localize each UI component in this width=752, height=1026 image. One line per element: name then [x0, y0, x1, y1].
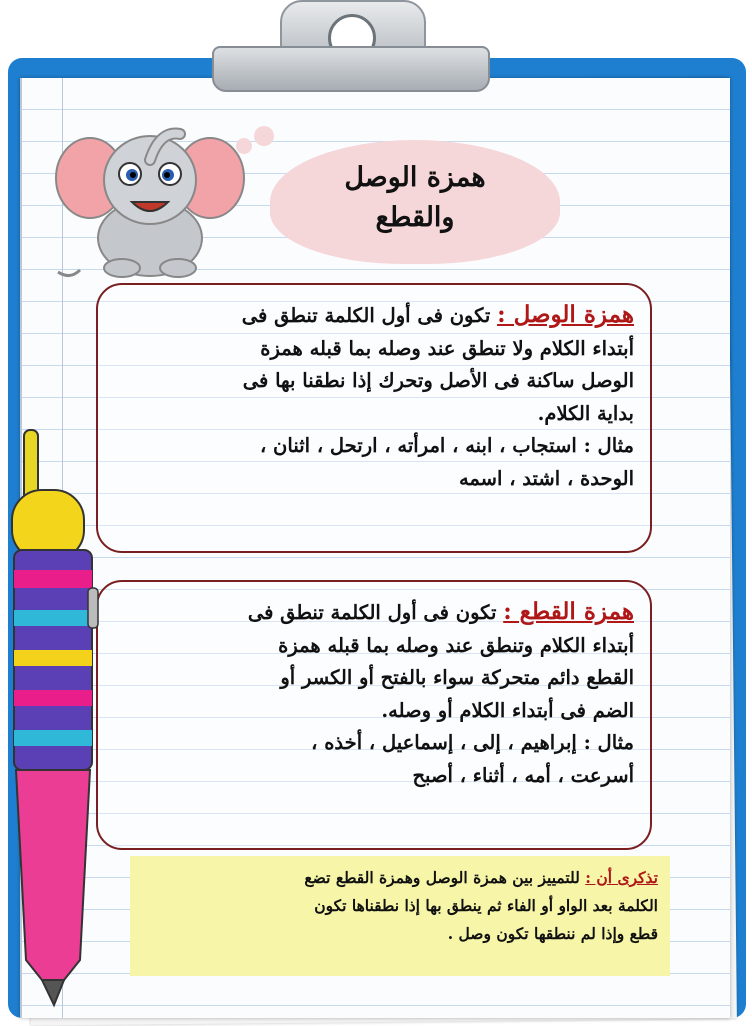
title-cloud — [270, 140, 560, 264]
wasl-box — [96, 283, 652, 553]
qat-line-1 — [112, 596, 634, 630]
note-line-1 — [142, 864, 658, 892]
note-heading: تذكرى أن : — [585, 868, 658, 887]
wasl-line-1-text: تكون فى أول الكلمة تنطق فى — [241, 304, 491, 327]
qat-heading: همزة القطع : — [503, 598, 634, 625]
note-line-1-text: للتمييز بين همزة الوصل وهمزة القطع تضع — [304, 868, 580, 887]
page-title — [270, 158, 560, 238]
metal-clip — [212, 0, 490, 92]
wasl-line-1 — [112, 299, 634, 333]
title-line-1: همزة الوصل — [344, 162, 486, 193]
wasl-line-4: بداية الكلام. — [537, 401, 634, 425]
qat-line-2: أبتداء الكلام وتنطق عند وصله بما قبله همزة — [278, 633, 634, 657]
reminder-note — [130, 856, 670, 976]
note-line-2: الكلمة بعد الواو أو الفاء ثم ينطق بها إذا نطقناها تكون — [314, 896, 658, 915]
qat-line-3: القطع دائم متحركة سواء بالفتح أو الكسر أو — [280, 666, 634, 689]
wasl-example-line-2: الوحدة ، اشتد ، اسمه — [458, 466, 634, 490]
qat-box — [96, 580, 652, 850]
wasl-line-3: الوصل ساكنة فى الأصل وتحرك إذا نطقنا بها فى — [242, 369, 634, 392]
wasl-example-line-1: مثال : استجاب ، ابنه ، امرأته ، ارتحل ، اثنان ، — [259, 434, 634, 457]
wasl-line-2: أبتداء الكلام ولا تنطق عند وصله بما قبله همزة — [260, 336, 634, 360]
qat-line-1-text: تكون فى أول الكلمة تنطق فى — [247, 601, 497, 624]
clip-base — [212, 46, 490, 92]
pen-illustration — [2, 420, 112, 1020]
qat-example-line-2: أسرعت ، أمه ، أثناء ، أصبح — [412, 763, 634, 787]
wasl-heading: همزة الوصل : — [497, 301, 634, 328]
title-line-2: والقطع — [375, 202, 455, 233]
qat-line-4: الضم فى أبتداء الكلام أو وصله. — [381, 698, 634, 722]
qat-example-line-1: مثال : إبراهيم ، إلى ، إسماعيل ، أخذه ، — [311, 731, 634, 754]
note-line-3: قطع وإذا لم ننطقها تكون وصل . — [447, 924, 658, 943]
thought-bubble-medium — [254, 126, 274, 146]
elephant-illustration — [50, 120, 250, 280]
